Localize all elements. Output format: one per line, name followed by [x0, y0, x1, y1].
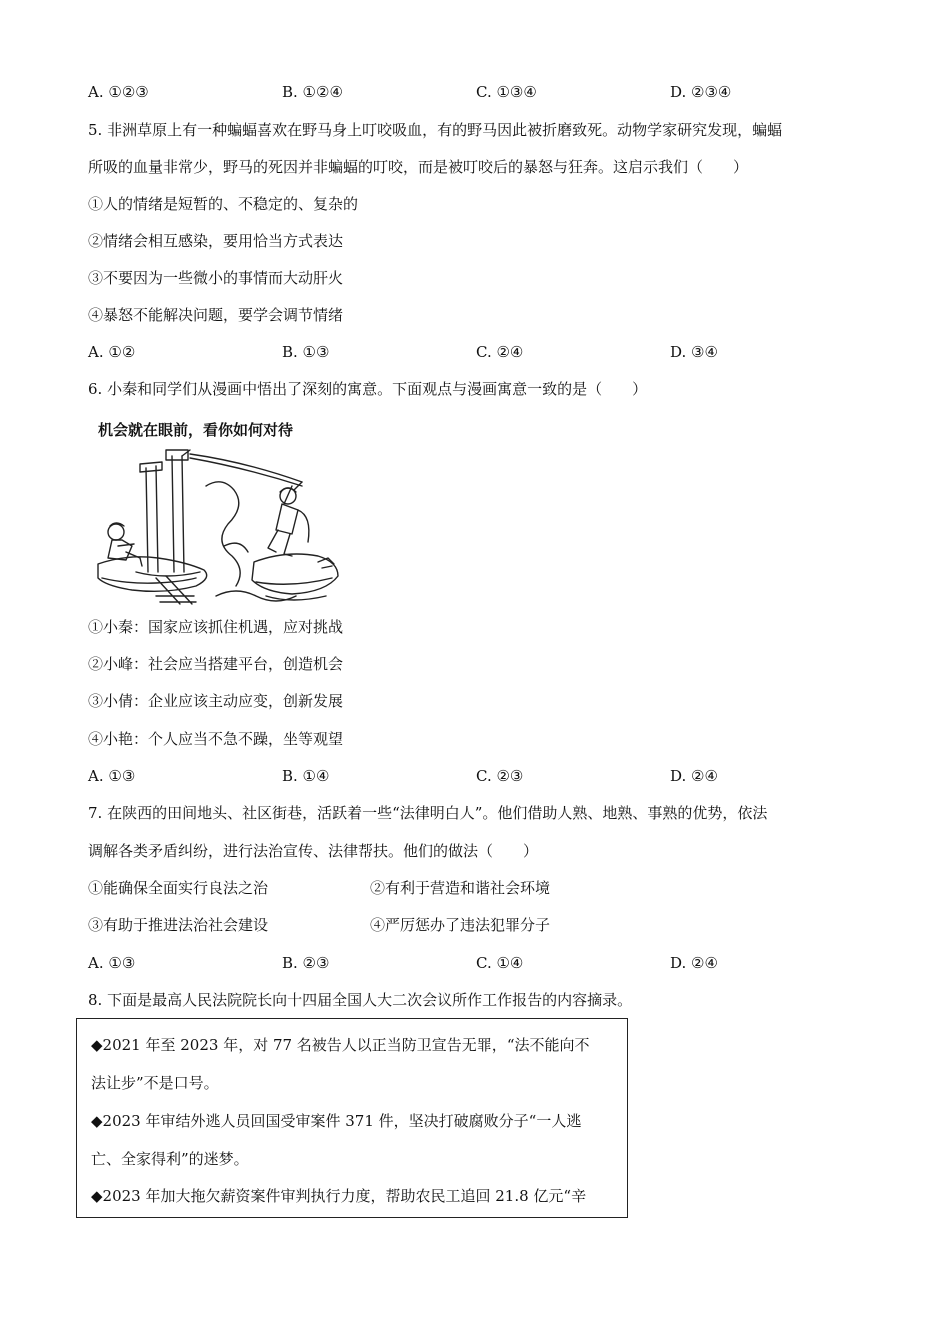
q5-item-1: ①人的情绪是短暂的、不稳定的、复杂的 [88, 195, 359, 213]
q6-option-d: D. ②④ [670, 767, 718, 785]
q6-option-b: B. ①④ [282, 767, 330, 785]
q6-option-a: A. ①③ [88, 767, 136, 785]
q8-excerpt-box [76, 1018, 628, 1218]
q7-item-4: ④严厉惩办了违法犯罪分子 [370, 916, 551, 934]
q4-option-c: C. ①③④ [476, 83, 537, 101]
q6-item-3: ③小倩：企业应该主动应变，创新发展 [88, 692, 344, 710]
q4-option-d: D. ②③④ [670, 83, 732, 101]
q4-option-b: B. ①②④ [282, 83, 343, 101]
q6-item-1: ①小秦：国家应该抓住机遇，应对挑战 [88, 618, 344, 636]
q7-items-row-1 [88, 878, 688, 898]
q7-item-3: ③有助于推进法治社会建设 [88, 916, 269, 934]
q6-option-c: C. ②③ [476, 767, 524, 785]
q7-option-b: B. ②③ [282, 954, 330, 972]
q4-option-a: A. ①②③ [88, 83, 149, 101]
q5-option-c: C. ②④ [476, 343, 524, 361]
q6-item-2: ②小峰：社会应当搭建平台，创造机会 [88, 655, 344, 673]
q7-item-1: ①能确保全面实行良法之治 [88, 879, 269, 897]
q8-box-line-4: 亡、全家得利”的迷梦。 [91, 1150, 249, 1168]
cartoon-illustration [96, 446, 342, 608]
q7-items-row-2 [88, 915, 688, 935]
q7-stem-line-1: 7. 在陕西的田间地头、社区街巷，活跃着一些“法律明白人”。他们借助人熟、地熟、事熟的优势，依法 [88, 804, 768, 822]
q8-box-line-1: ◆2021 年至 2023 年，对 77 名被告人以正当防卫宣告无罪，“法不能向不 [91, 1036, 590, 1054]
q5-stem-line-1: 5. 非洲草原上有一种蝙蝠喜欢在野马身上叮咬吸血，有的野马因此被折磨致死。动物学家研究发现，蝙蝠 [88, 121, 783, 139]
q4-options [88, 82, 788, 102]
q5-option-a: A. ①② [88, 343, 136, 361]
q5-item-4: ④暴怒不能解决问题，要学会调节情绪 [88, 306, 344, 324]
q8-box-line-5: ◆2023 年加大拖欠薪资案件审判执行力度，帮助农民工追回 21.8 亿元“辛 [91, 1187, 587, 1205]
q5-item-2: ②情绪会相互感染，要用恰当方式表达 [88, 232, 344, 250]
q5-options [88, 342, 788, 362]
q7-item-2: ②有利于营造和谐社会环境 [370, 879, 551, 897]
q7-option-c: C. ①④ [476, 954, 524, 972]
q8-stem: 8. 下面是最高人民法院院长向十四届全国人大二次会议所作工作报告的内容摘录。 [88, 991, 633, 1009]
q5-option-d: D. ③④ [670, 343, 718, 361]
q6-stem: 6. 小秦和同学们从漫画中悟出了深刻的寓意。下面观点与漫画寓意一致的是（ ） [88, 380, 648, 398]
q7-stem-line-2: 调解各类矛盾纠纷，进行法治宣传、法律帮扶。他们的做法（ ） [88, 842, 539, 860]
q7-options [88, 953, 788, 973]
q8-box-line-3: ◆2023 年审结外逃人员回国受审案件 371 件，坚决打破腐败分子“一人逃 [91, 1112, 582, 1130]
q8-box-line-2: 法让步”不是口号。 [91, 1074, 219, 1092]
q5-item-3: ③不要因为一些微小的事情而大动肝火 [88, 269, 344, 287]
q7-option-a: A. ①③ [88, 954, 136, 972]
cartoon-title: 机会就在眼前，看你如何对待 [98, 421, 294, 439]
q5-stem-line-2: 所吸的血量非常少，野马的死因并非蝙蝠的叮咬，而是被叮咬后的暴怒与狂奔。这启示我们（ ） [88, 158, 749, 176]
q5-option-b: B. ①③ [282, 343, 330, 361]
q6-options [88, 766, 788, 786]
q7-option-d: D. ②④ [670, 954, 718, 972]
q6-item-4: ④小艳：个人应当不急不躁，坐等观望 [88, 730, 344, 748]
